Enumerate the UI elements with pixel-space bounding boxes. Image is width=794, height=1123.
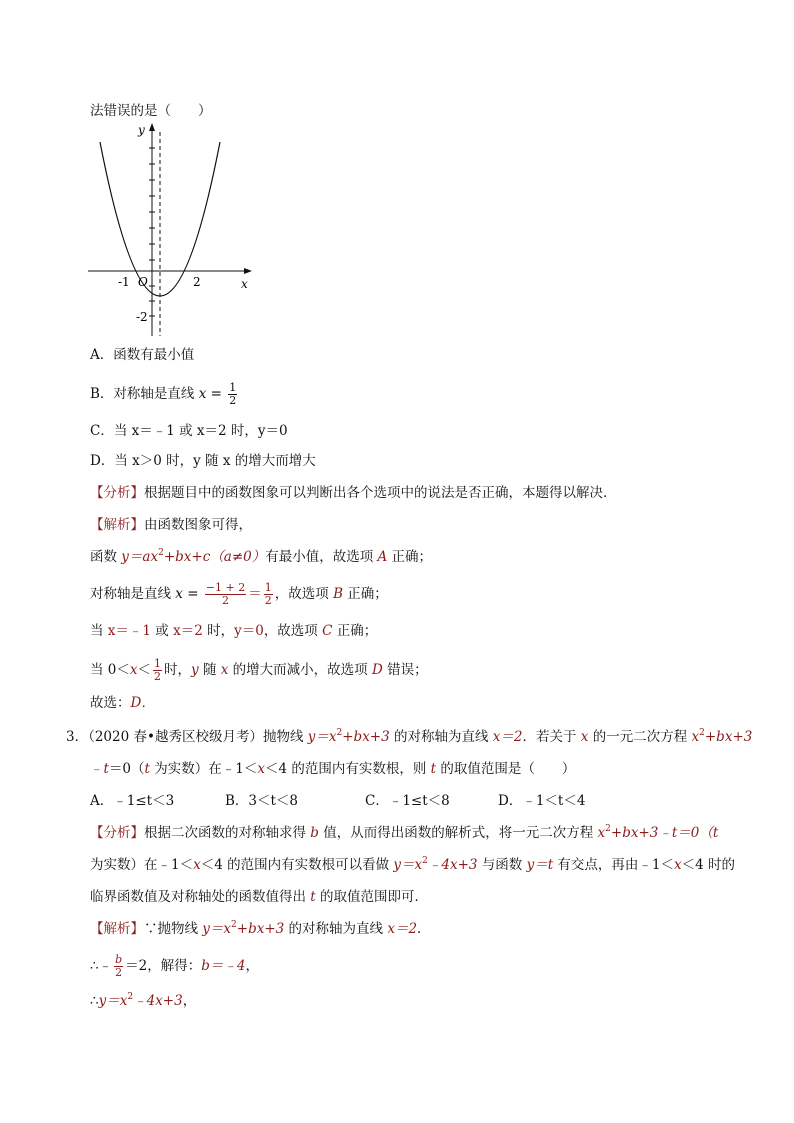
option-b [90,382,239,407]
text-fragment: x [691,729,700,745]
text-fragment: x [580,729,589,745]
text-fragment: B [333,586,343,602]
text-fragment: 有交点，再由﹣1＜ [553,857,675,873]
solution-step-1 [90,548,432,566]
text-fragment: 2 [127,992,134,1002]
solution-step-2 [90,582,388,607]
text-fragment: 为实数）在﹣1＜ [90,857,194,873]
text-fragment: ﹣4x+3 [427,857,478,873]
q3-analysis-line-1 [90,824,718,842]
text-fragment: t [144,761,150,777]
text-fragment: x [129,662,138,678]
x-axis-label: x [241,277,248,291]
solution-step-3 [90,622,377,640]
text-fragment: 的对称轴为直线 [389,729,493,745]
text-fragment: y＝x [307,729,337,745]
solution-tag: 【解析】 [90,517,144,533]
text-fragment: 【分析】 [90,825,144,841]
analysis-text: 根据题目中的函数图象可以判断出各个选项中的说法是否正确，本题得以解决． [144,485,617,501]
text-fragment: 的取值范围是（ ） [436,761,576,777]
choose-answer [90,694,155,712]
text-fragment: ＝2，解得： [125,958,202,974]
text-fragment: x [597,825,606,841]
text-fragment: ＝0（ [108,761,145,777]
text-fragment: x＝2 [492,729,523,745]
text-fragment: t [430,761,437,777]
text-fragment: 1 [154,657,162,670]
q3-option-b: B．3＜t＜8 [225,793,299,809]
q3-solution-line-1 [90,920,431,938]
text-fragment: ∴ [90,993,99,1009]
text-fragment: 时， [164,662,192,678]
q3-option-a: A．﹣1≤t＜3 [90,793,175,809]
q3-analysis-line-3 [90,888,428,906]
text-fragment: t [310,889,316,905]
x-tick-label-neg1: -1 [118,275,130,289]
text-fragment: = [182,586,203,602]
text-fragment: 2 [264,594,272,607]
y-axis-label: y [138,123,145,137]
text-fragment: 为实数）在﹣1＜ [149,761,258,777]
text-fragment: A [377,549,388,565]
text-fragment: 函数 [90,549,122,565]
text-fragment: 2 [605,824,611,834]
text-fragment: ＜4 的范围内有实数根可以看做 [200,857,394,873]
text-fragment: t [103,761,109,777]
text-fragment: 与函数 [477,857,527,873]
text-fragment: x＝2 [387,921,418,937]
q3-stem-line-2 [90,760,575,778]
text-fragment: x [175,586,183,602]
text-fragment: 对称轴是直线 [90,586,176,602]
text-fragment: D [371,662,383,678]
superscript-2: 2 [158,548,164,558]
text-fragment: b＝﹣4 [201,958,246,974]
text-fragment: 正确； [387,549,433,565]
text-fragment: ∵抛物线 [144,921,203,937]
text-fragment: 正确； [332,623,378,639]
text-fragment: 2 [154,670,162,683]
text-fragment: ∴﹣ [90,958,113,974]
text-fragment: b [115,953,123,966]
text-fragment: y＝0 [234,623,264,639]
q3-solution-line-2 [90,954,259,979]
option-b-var: x [198,386,207,402]
fraction-b-over-2 [114,954,123,979]
text-fragment: ．若关于 [522,729,581,745]
text-fragment: 1 [264,581,272,594]
text-fragment: x [193,857,201,873]
text-fragment: y＝x [393,857,423,873]
text-fragment: ，故选项 [263,623,323,639]
text-fragment: 的对称轴为直线 [284,921,388,937]
text-fragment: 或 [151,623,174,639]
fraction-half [264,582,273,607]
text-fragment: ＜ [137,662,152,678]
text-fragment: ＜4 时的 [681,857,736,873]
text-fragment: +bx+3﹣t＝0（ [610,825,713,841]
text-fragment: ＝ [248,586,262,602]
question-stem-tail: 法错误的是（ ） [90,103,212,119]
parabola-graph [86,118,256,340]
text-fragment: y＝x [98,993,128,1009]
x-tick-label-2: 2 [193,275,201,289]
analysis-tag: 【分析】 [90,485,144,501]
analysis-line [90,484,617,502]
text-fragment: +bx+c（a≠0） [163,549,266,565]
q3-analysis-line-2 [90,856,735,874]
text-fragment: ， [182,993,197,1009]
text-fragment: x＝﹣1 [107,623,151,639]
q3-option-c: C．﹣1≤t＜8 [365,793,450,809]
text-fragment: D． [130,695,155,711]
text-fragment: 临界函数值及对称轴处的函数值得出 [90,889,311,905]
option-b-fraction [228,382,237,407]
text-fragment: 2 [336,728,343,738]
text-fragment: 故选： [90,695,131,711]
text-fragment: 正确； [342,586,388,602]
text-fragment: y [191,662,199,678]
option-c: C．当 x＝﹣1 或 x＝2 时，y＝0 [90,423,288,439]
text-fragment: ﹣ [90,761,104,777]
text-fragment: b [310,825,319,841]
text-fragment: x [257,761,265,777]
text-fragment: 2 [115,966,123,979]
option-d: D．当 x＞0 时，y 随 x 的增大而增大 [90,453,316,469]
text-fragment: 的取值范围即可． [315,889,429,905]
q3-solution-line-3 [90,992,196,1010]
q3-option-d: D．﹣1＜t＜4 [498,793,586,809]
y-tick-label-neg2: -2 [136,310,148,324]
text-fragment: 2 [231,920,237,930]
fraction-sum [205,582,246,607]
text-fragment: +bx+3 [236,921,285,937]
text-fragment: 有最小值，故选项 [265,549,378,565]
text-fragment: x＝2 [173,623,203,639]
text-fragment: 当 [90,623,108,639]
fraction-denominator: 2 [229,394,237,407]
fraction-half-2 [153,658,162,683]
solution-line [90,516,252,534]
text-fragment: 的一元二次方程 [588,729,692,745]
solution-step-4 [90,658,428,683]
text-fragment: 错误； [382,662,428,678]
option-a: A．函数有最小值 [90,347,195,363]
y-axis-arrow-icon [149,123,155,131]
text-fragment: 【解析】 [90,921,144,937]
option-b-text: B．对称轴是直线 [90,386,195,402]
text-fragment: 当 0＜ [90,662,130,678]
text-fragment: +bx+3 [704,729,753,745]
text-fragment: 2 [699,728,705,738]
text-fragment: 随 [198,662,221,678]
fraction-numerator: 1 [229,381,237,394]
text-fragment: ＜4 的范围内有实数根，则 [264,761,431,777]
text-fragment: 时， [202,623,235,639]
text-fragment: 2 [205,594,246,607]
text-fragment: 2 [422,856,428,866]
text-fragment: C [322,623,333,639]
solution-text: 由函数图象可得， [144,517,252,533]
text-fragment: ， [245,958,259,974]
text-fragment: 值，从而得出函数的解析式，将一元二次方程 [318,825,598,841]
text-fragment: y＝ax [121,549,159,565]
text-fragment: +bx+3 [342,729,390,745]
option-b-eq: = [206,386,227,402]
text-fragment: 3．（2020 春•越秀区校级月考）抛物线 [66,729,308,745]
text-fragment: x [674,857,682,873]
text-fragment: x [220,662,229,678]
q3-stem-line-1 [66,728,752,746]
text-fragment: ﹣4x+3 [133,993,183,1009]
text-fragment: 的增大而减小，故选项 [228,662,372,678]
x-axis-arrow-icon [244,268,252,274]
text-fragment: y＝x [202,921,232,937]
text-fragment: ． [417,921,431,937]
text-fragment: 根据二次函数的对称轴求得 [144,825,311,841]
text-fragment: −1 + 2 [205,581,246,594]
text-fragment: y＝t [526,857,554,873]
origin-label: O [138,275,148,289]
text-fragment: ，故选项 [274,586,334,602]
text-fragment: t [712,825,719,841]
